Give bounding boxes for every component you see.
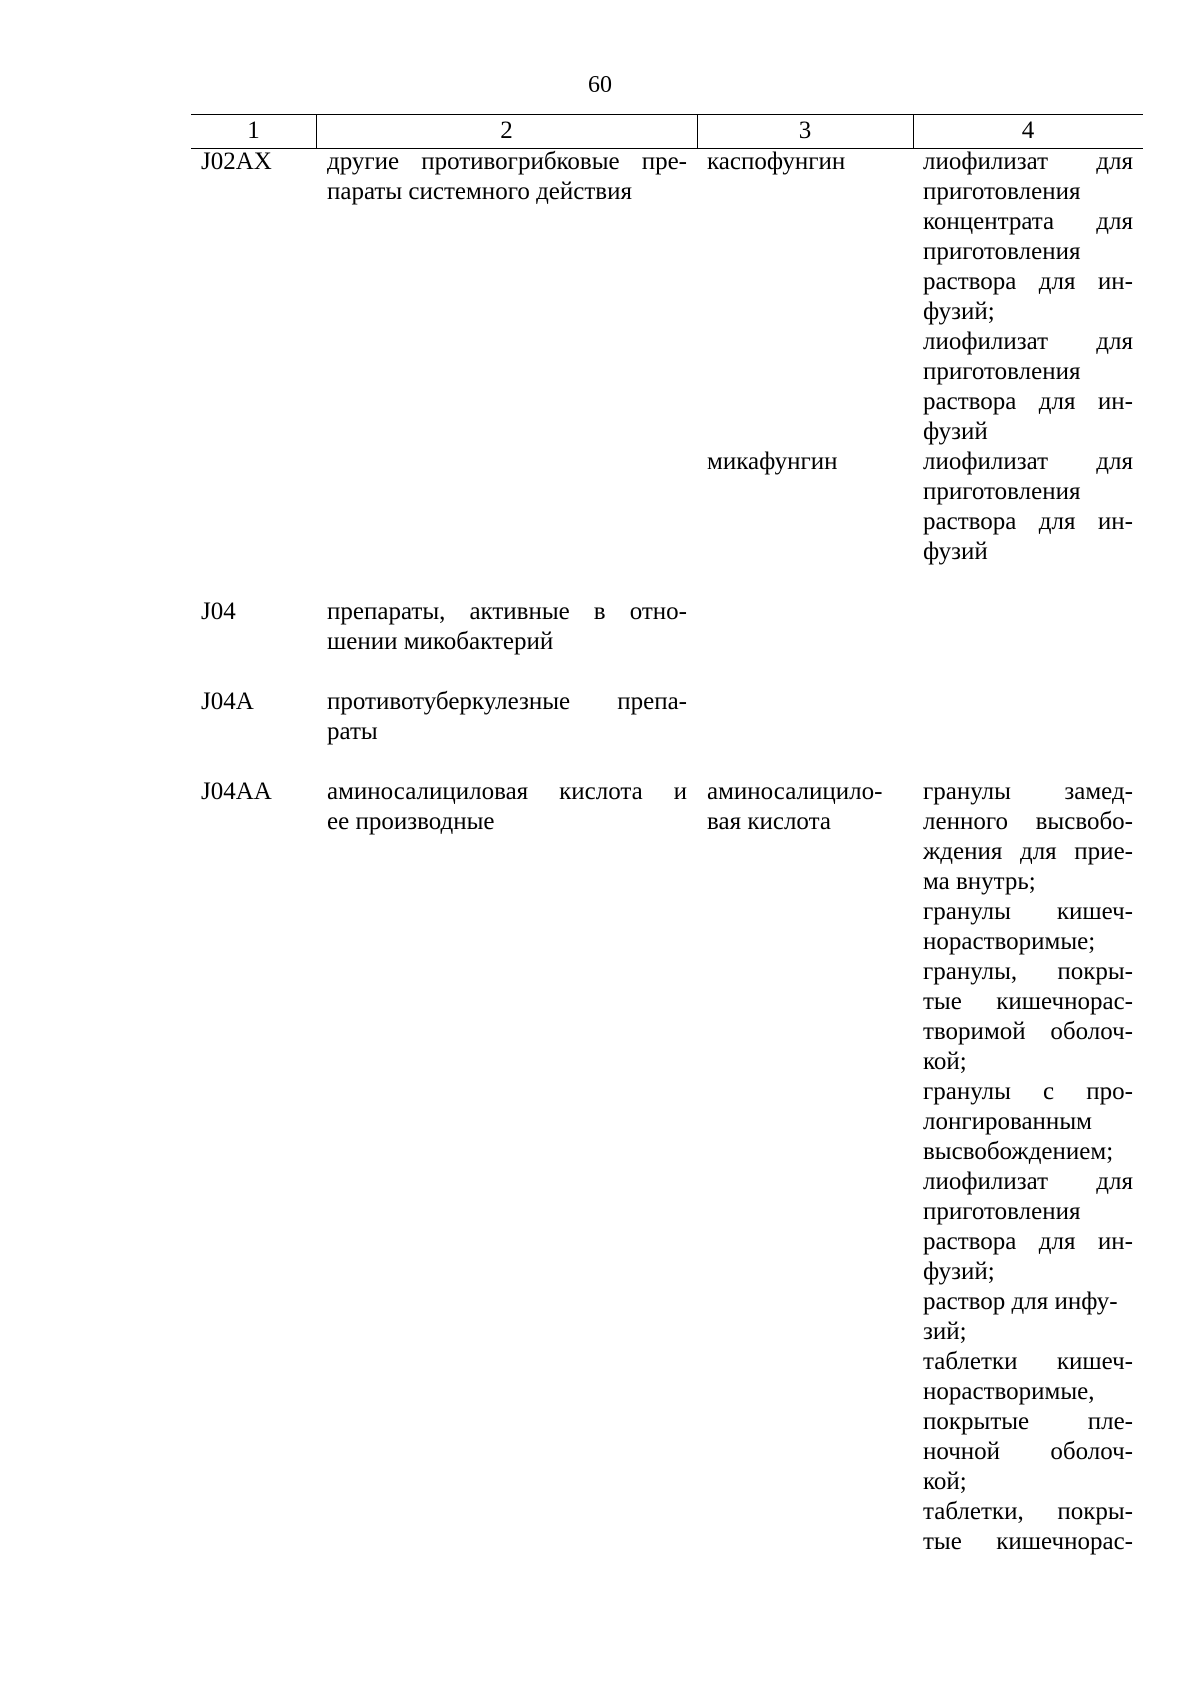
drug-line: аминосалицило-	[707, 778, 883, 805]
form-line: норастворимые,	[923, 1378, 1095, 1405]
drug-line: микафунгин	[707, 448, 838, 475]
form-line: тые кишечнорас-	[923, 988, 1133, 1015]
page-number: 60	[588, 72, 612, 98]
group-line: препараты, активные в отно-	[327, 598, 687, 625]
dosage-form	[923, 147, 1133, 447]
group-name	[327, 687, 687, 747]
drug-name	[707, 147, 897, 177]
group-line: раты	[327, 718, 378, 745]
form-line: ждения для прие-	[923, 838, 1133, 865]
form-line: гранулы с про-	[923, 1078, 1133, 1105]
form-line: приготовления	[923, 178, 1081, 205]
group-line: другие противогрибковые пре-	[327, 148, 687, 175]
form-line: тые кишечнорас-	[923, 1528, 1133, 1555]
form-line: творимой оболоч-	[923, 1018, 1133, 1045]
form-line: лиофилизат для	[923, 1168, 1133, 1195]
form-line: раствора для ин-	[923, 1228, 1133, 1255]
group-name	[327, 147, 687, 207]
header-col-2: 2	[500, 117, 513, 144]
form-line: ночной оболоч-	[923, 1438, 1133, 1465]
form-line: приготовления	[923, 358, 1081, 385]
form-line: кой;	[923, 1048, 967, 1075]
form-line: раствора для ин-	[923, 508, 1133, 535]
form-line: таблетки кишеч-	[923, 1348, 1133, 1375]
group-line: ее производные	[327, 808, 495, 835]
header-col-1: 1	[247, 117, 260, 144]
atc-code: J02AX	[201, 148, 272, 175]
group-line: шении микобактерий	[327, 628, 554, 655]
atc-code: J04A	[201, 688, 254, 715]
form-line: фузий;	[923, 1258, 995, 1285]
group-line: аминосалициловая кислота и	[327, 778, 687, 805]
form-line: лонгированным	[923, 1108, 1092, 1135]
form-line: гранулы, покры-	[923, 958, 1133, 985]
form-line: раствор для инфу-	[923, 1288, 1118, 1315]
form-line: таблетки, покры-	[923, 1498, 1133, 1525]
form-line: концентрата для	[923, 208, 1133, 235]
form-line: ма внутрь;	[923, 868, 1036, 895]
form-line: раствора для ин-	[923, 388, 1133, 415]
atc-code: J04	[201, 598, 236, 625]
header-col-3: 3	[798, 117, 812, 144]
form-line: лиофилизат для	[923, 448, 1133, 475]
drug-line: каспофунгин	[707, 148, 846, 175]
form-line: покрытые пле-	[923, 1408, 1133, 1435]
form-line: ленного высвобо-	[923, 808, 1133, 835]
drug-table	[191, 114, 1143, 1555]
drug-name	[707, 447, 897, 477]
header-col-4: 4	[1021, 117, 1035, 144]
drug-name	[707, 777, 897, 837]
group-line: противотуберкулезные препа-	[327, 688, 687, 715]
form-line: зий;	[923, 1318, 967, 1345]
form-line: высвобождением;	[923, 1138, 1114, 1165]
form-line: лиофилизат для	[923, 328, 1133, 355]
group-name	[327, 777, 687, 837]
dosage-form	[923, 447, 1133, 567]
atc-code: J04AA	[201, 778, 272, 805]
form-line: норастворимые;	[923, 928, 1096, 955]
form-line: приготовления	[923, 238, 1081, 265]
drug-line: вая кислота	[707, 808, 831, 835]
form-line: гранулы замед-	[923, 778, 1133, 805]
form-line: фузий	[923, 538, 988, 565]
group-name	[327, 597, 687, 657]
dosage-form	[923, 777, 1133, 1557]
form-line: фузий	[923, 418, 988, 445]
form-line: фузий;	[923, 298, 995, 325]
form-line: гранулы кишеч-	[923, 898, 1133, 925]
form-line: кой;	[923, 1468, 967, 1495]
form-line: раствора для ин-	[923, 268, 1133, 295]
group-line: параты системного действия	[327, 178, 632, 205]
form-line: приготовления	[923, 1198, 1081, 1225]
table-header-row	[191, 114, 1143, 149]
form-line: лиофилизат для	[923, 148, 1133, 175]
form-line: приготовления	[923, 478, 1081, 505]
